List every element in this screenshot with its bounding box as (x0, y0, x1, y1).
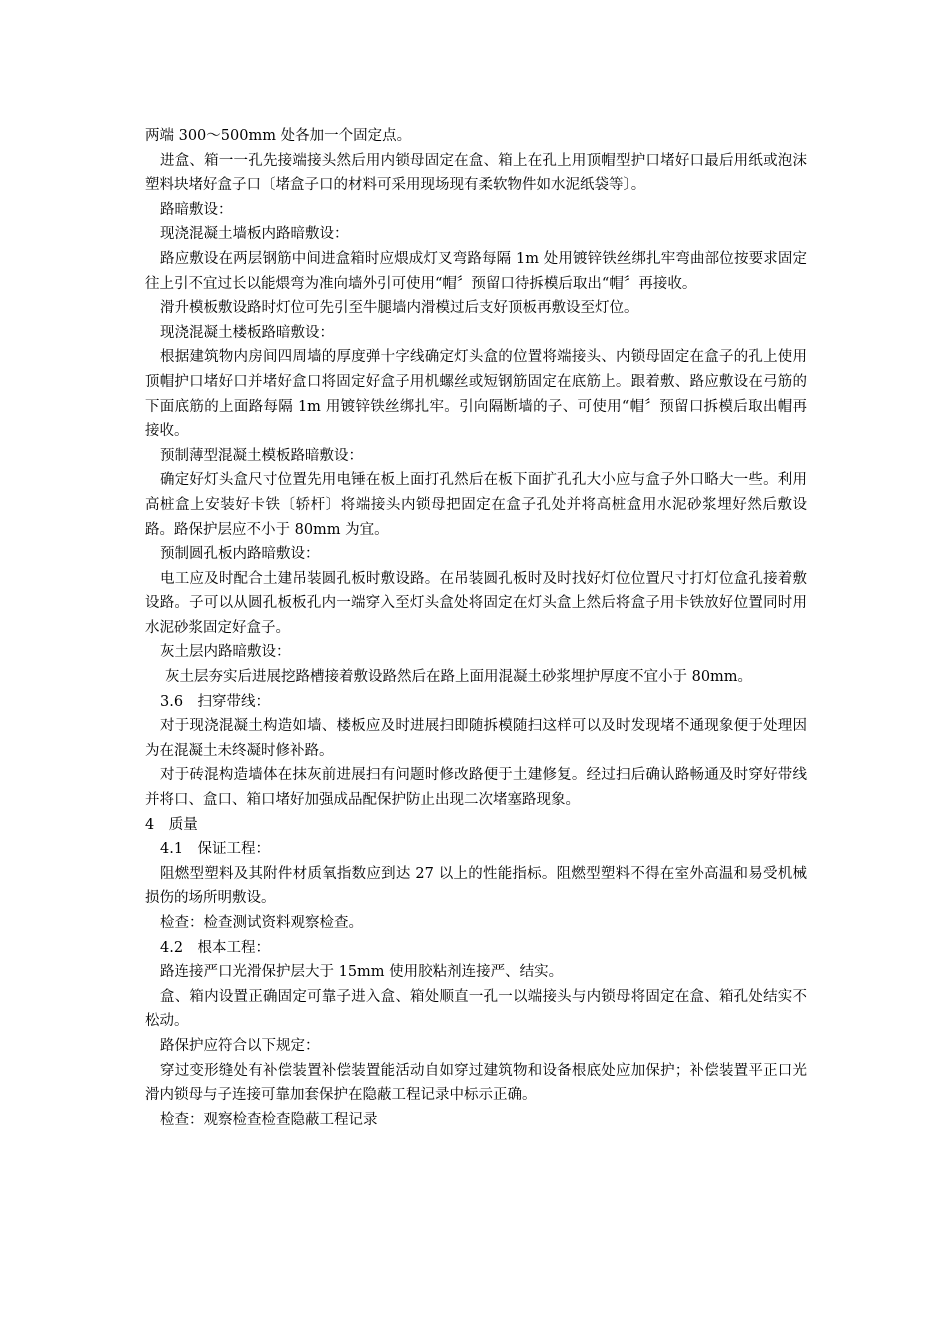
subheading-hollow-slab: 预制圆孔板内路暗敷设： (160, 546, 320, 563)
paragraph-thin-formwork: 确定好灯头盒尺寸位置先用电锤在板上面打孔然后在板下面扩孔孔大小应与盒子外口略大一些。利用高桩盒上安装好卡铁〔轿杆〕将端接头内锁母把固定在盒子孔处并将高桩盒用水泥砂浆埋好然后敷设路。路保护层应不小于 80mm 为宜。 (145, 472, 807, 538)
paragraph-conduit-joint: 路连接严口光滑保护层大于 15mm 使用胶粘剂连接严、结实。 (160, 964, 564, 981)
paragraph-expansion-joint: 穿过变形缝处有补偿装置补偿装置能活动自如穿过建筑物和设备根底处应加保护；补偿装置平正口光滑内锁母与子连接可靠加套保护在隐蔽工程记录中标示正确。 (145, 1062, 807, 1104)
section-heading-4-1: 4.1 保证工程： (160, 841, 271, 858)
paragraph-wall-slab: 路应敷设在两层钢筋中间进盒箱时应煨成灯叉弯路每隔 1m 处用镀锌铁丝绑扎牢弯曲部位按要求固定往上引不宜过长以能煨弯为准向墙外引可使用“帽〞预留口待拆模后取出“帽〞再接收。 (145, 250, 807, 292)
paragraph-inspection-2: 检查：观察检查检查隐蔽工程记录 (160, 1111, 378, 1128)
subheading-wall-slab: 现浇混凝土墙板内路暗敷设： (160, 226, 349, 243)
paragraph-1: 两端 300～500mm 处各加一个固定点。 (145, 128, 412, 144)
paragraph-flame-retardant: 阻燃型塑料及其附件材质氧指数应到达 27 以上的性能指标。阻燃型塑料不得在室外高温和易受机械损伤的场所明敷设。 (145, 865, 807, 907)
section-heading-4: 4 质量 (145, 816, 198, 833)
subheading-floor-slab: 现浇混凝土楼板路暗敷设： (160, 324, 334, 341)
paragraph-hollow-slab: 电工应及时配合土建吊装圆孔板时敷设路。在吊装圆孔板时及时找好灯位位置尺寸打灯位盒孔接着敷设路。子可以从圆孔板板孔内一端穿入至灯头盒处将固定在灯头盒上然后将盒子用卡铁放好位置同时用水泥砂浆固定好盒子。 (145, 570, 807, 636)
paragraph-protection-rules: 路保护应符合以下规定： (160, 1037, 320, 1054)
paragraph-cast-in-place: 对于现浇混凝土构造如墙、楼板应及时进展扫即随拆模随扫这样可以及时发现堵不通现象便于处理因为在混凝土未终凝时修补路。 (145, 718, 807, 759)
paragraph-inspection-1: 检查：检查测试资料观察检查。 (160, 915, 363, 931)
subheading-thin-formwork: 预制薄型混凝土模板路暗敷设： (160, 447, 363, 464)
subheading-lime-soil: 灰土层内路暗敷设： (160, 644, 291, 661)
document-page (145, 124, 807, 1132)
paragraph-brick-structure: 对于砖混构造墙体在抹灰前进展扫有问题时修改路便于土建修复。经过扫后确认路畅通及时穿好带线并将口、盒口、箱口堵好加强成品配保护防止出现二次堵塞路现象。 (145, 767, 807, 809)
paragraph-slip-form: 滑升模板敷设路时灯位可先引至牛腿墙内滑模过后支好顶板再敷设至灯位。 (160, 300, 639, 317)
section-heading-conduit-concealed: 路暗敷设： (160, 201, 233, 218)
paragraph-floor-slab: 根据建筑物内房间四周墙的厚度弹十字线确定灯头盒的位置将端接头、内锁母固定在盒子的孔上使用顶帽护口堵好口并堵好盒口将固定好盒子用机螺丝或短钢筋固定在底筋上。跟着敷、路应敷设在弓筋的下面底筋的上面路每隔 1m 用镀锌铁丝绑扎牢。引向隔断墙的子、可使用“帽〞预留口拆模后取出帽再接收。 (145, 349, 807, 440)
section-heading-3-6: 3.6 扫穿带线： (160, 693, 271, 710)
section-heading-4-2: 4.2 根本工程： (160, 939, 271, 956)
paragraph-2: 进盒、箱一一孔先接端接头然后用内锁母固定在盒、箱上在孔上用顶帽型护口堵好口最后用纸或泡沫塑料块堵好盒子口〔堵盒子口的材料可采用现场现有柔软物件如水泥纸袋等〕。 (145, 152, 807, 194)
paragraph-lime-soil: 灰土层夯实后进展挖路槽接着敷设路然后在路上面用混凝土砂浆埋护厚度不宜小于 80mm。 (165, 669, 753, 686)
paragraph-box-fixing: 盒、箱内设置正确固定可靠子进入盒、箱处顺直一孔一以端接头与内锁母将固定在盒、箱孔处结实不松动。 (145, 988, 807, 1030)
